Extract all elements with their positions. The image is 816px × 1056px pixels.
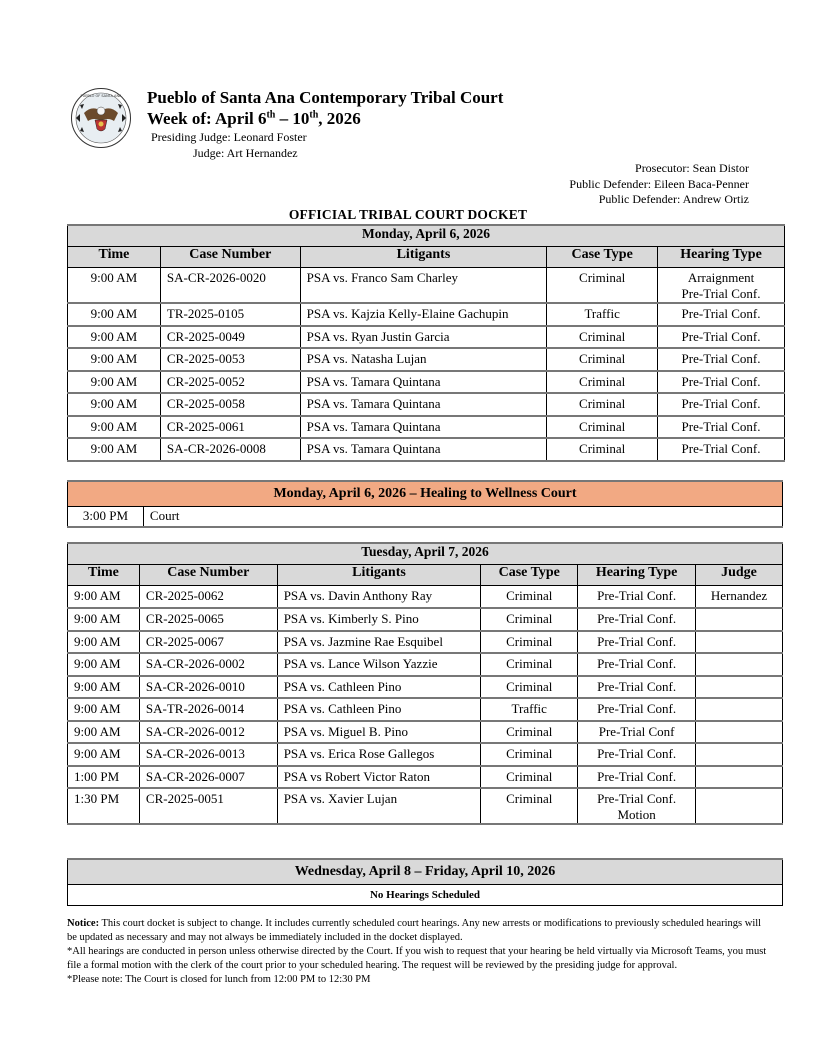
case-type: Criminal xyxy=(547,268,658,304)
case-number: SA-CR-2026-0012 xyxy=(139,721,277,744)
time: 3:00 PM xyxy=(68,507,144,528)
table-row xyxy=(68,721,783,744)
healing-wellness-header: Monday, April 6, 2026 – Healing to Wellness Court xyxy=(68,481,783,507)
table-row xyxy=(68,507,783,528)
hearing-type: Pre-Trial Conf. Motion xyxy=(578,788,696,824)
case-number: CR-2025-0065 xyxy=(139,608,277,631)
day-header: Tuesday, April 7, 2026 xyxy=(68,543,783,565)
litigants: PSA vs. Kajzia Kelly-Elaine Gachupin xyxy=(300,303,547,326)
time: 9:00 AM xyxy=(68,743,140,766)
table-row xyxy=(68,438,785,461)
pueblo-seal-icon xyxy=(70,87,132,149)
time: 9:00 AM xyxy=(68,698,140,721)
case-type: Criminal xyxy=(481,766,578,789)
day-header: Monday, April 6, 2026 xyxy=(68,225,785,247)
case-number: SA-TR-2026-0014 xyxy=(139,698,277,721)
litigants: PSA vs. Kimberly S. Pino xyxy=(277,608,481,631)
case-number: CR-2025-0067 xyxy=(139,631,277,654)
case-type: Criminal xyxy=(547,371,658,394)
column-header: Time xyxy=(68,565,140,586)
table-row xyxy=(68,766,783,789)
litigants: PSA vs. Franco Sam Charley xyxy=(300,268,547,304)
table-row xyxy=(68,326,785,349)
judge xyxy=(696,743,783,766)
time: 1:00 PM xyxy=(68,766,140,789)
litigants: PSA vs. Cathleen Pino xyxy=(277,698,481,721)
hearing-type: Pre-Trial Conf. xyxy=(578,766,696,789)
time: 9:00 AM xyxy=(68,393,161,416)
time: 9:00 AM xyxy=(68,721,140,744)
hearing-type: Pre-Trial Conf. xyxy=(578,608,696,631)
time: 9:00 AM xyxy=(68,586,140,609)
table-row xyxy=(68,676,783,699)
svg-text:PUEBLO OF SANTA ANA: PUEBLO OF SANTA ANA xyxy=(80,94,122,98)
judge xyxy=(696,698,783,721)
judge xyxy=(696,653,783,676)
table-row xyxy=(68,268,785,304)
case-type: Criminal xyxy=(547,348,658,371)
case-type: Criminal xyxy=(547,326,658,349)
notice-label: Notice: xyxy=(67,918,100,929)
litigants: PSA vs Robert Victor Raton xyxy=(277,766,481,789)
court-staff xyxy=(569,161,749,208)
hearing-type: Pre-Trial Conf. xyxy=(658,348,785,371)
column-header: Litigants xyxy=(300,247,547,268)
hearing-type: Pre-Trial Conf. xyxy=(578,676,696,699)
tuesday-docket-table xyxy=(67,542,783,825)
litigants: PSA vs. Miguel B. Pino xyxy=(277,721,481,744)
table-row xyxy=(68,303,785,326)
case-type: Criminal xyxy=(547,438,658,461)
column-header: Hearing Type xyxy=(658,247,785,268)
monday-docket-table xyxy=(67,224,785,462)
virtual-hearing-note: *All hearings are conducted in person unless otherwise directed by the Court. If you wish to request that your hearing be held virtually via Microsoft Teams, you must file a formal motion with the clerk of the court prior to your scheduled hearing. The request will be reviewed by the presiding judge for approval. xyxy=(67,946,767,971)
time: 9:00 AM xyxy=(68,348,161,371)
table-row xyxy=(68,631,783,654)
table-row xyxy=(68,393,785,416)
case-number: SA-CR-2026-0020 xyxy=(160,268,300,304)
litigants: PSA vs. Lance Wilson Yazzie xyxy=(277,653,481,676)
hearing-type: Pre-Trial Conf xyxy=(578,721,696,744)
case-number: SA-CR-2026-0010 xyxy=(139,676,277,699)
case-number: SA-CR-2026-0008 xyxy=(160,438,300,461)
table-row xyxy=(68,788,783,824)
case-type: Criminal xyxy=(481,608,578,631)
description: Court xyxy=(143,507,782,528)
table-row xyxy=(68,586,783,609)
time: 9:00 AM xyxy=(68,608,140,631)
case-type: Criminal xyxy=(481,676,578,699)
healing-wellness-table xyxy=(67,480,783,528)
table-row xyxy=(68,743,783,766)
time: 1:30 PM xyxy=(68,788,140,824)
docket-title: OFFICIAL TRIBAL COURT DOCKET xyxy=(288,207,528,222)
case-number: CR-2025-0058 xyxy=(160,393,300,416)
hearing-type: Pre-Trial Conf. xyxy=(658,393,785,416)
hearing-type: Pre-Trial Conf. xyxy=(578,631,696,654)
week-of: Week of: April 6th – 10th, 2026 xyxy=(147,109,361,128)
case-type: Criminal xyxy=(481,743,578,766)
hearing-type: Pre-Trial Conf. xyxy=(658,303,785,326)
day-header: Wednesday, April 8 – Friday, April 10, 2026 xyxy=(68,859,783,885)
prosecutor: Prosecutor: Sean Distor xyxy=(635,161,749,175)
hearing-type: Pre-Trial Conf. xyxy=(578,698,696,721)
column-header: Litigants xyxy=(277,565,481,586)
litigants: PSA vs. Ryan Justin Garcia xyxy=(300,326,547,349)
litigants: PSA vs. Erica Rose Gallegos xyxy=(277,743,481,766)
column-header: Judge xyxy=(696,565,783,586)
hearing-type: Arraignment Pre-Trial Conf. xyxy=(658,268,785,304)
case-number: CR-2025-0052 xyxy=(160,371,300,394)
time: 9:00 AM xyxy=(68,371,161,394)
time: 9:00 AM xyxy=(68,416,161,439)
hearing-type: Pre-Trial Conf. xyxy=(658,326,785,349)
case-type: Criminal xyxy=(547,416,658,439)
time: 9:00 AM xyxy=(68,326,161,349)
wed-fri-table xyxy=(67,858,783,906)
judge xyxy=(696,608,783,631)
case-number: SA-CR-2026-0007 xyxy=(139,766,277,789)
time: 9:00 AM xyxy=(68,303,161,326)
table-row xyxy=(68,608,783,631)
public-defender: Public Defender: Eileen Baca-Penner xyxy=(569,176,749,191)
column-header: Case Number xyxy=(139,565,277,586)
case-number: CR-2025-0061 xyxy=(160,416,300,439)
litigants: PSA vs. Davin Anthony Ray xyxy=(277,586,481,609)
judge: Judge: Art Hernandez xyxy=(193,146,298,160)
no-hearings-message: No Hearings Scheduled xyxy=(68,885,783,906)
case-type: Traffic xyxy=(481,698,578,721)
case-type: Criminal xyxy=(481,788,578,824)
time: 9:00 AM xyxy=(68,438,161,461)
table-row xyxy=(68,698,783,721)
litigants: PSA vs. Natasha Lujan xyxy=(300,348,547,371)
public-defender: Public Defender: Andrew Ortiz xyxy=(598,192,749,206)
litigants: PSA vs. Tamara Quintana xyxy=(300,438,547,461)
case-type: Criminal xyxy=(481,721,578,744)
case-number: CR-2025-0049 xyxy=(160,326,300,349)
hearing-type: Pre-Trial Conf. xyxy=(578,586,696,609)
case-number: SA-CR-2026-0013 xyxy=(139,743,277,766)
table-row xyxy=(68,416,785,439)
case-number: SA-CR-2026-0002 xyxy=(139,653,277,676)
column-header: Case Type xyxy=(547,247,658,268)
column-header: Hearing Type xyxy=(578,565,696,586)
notice: Notice: This court docket is subject to change. It includes currently scheduled court hearings. Any new arrests or modifications to previously scheduled hearings will be updated as necessary and may not always be immediately included in the docket displayed. *All hearings are conducted in person unless otherwise directed by the Court. If you wish to request that your hearing be held virtually via Microsoft Teams, you must file a formal motion with the clerk of the court prior to your scheduled hearing. The request will be reviewed by the presiding judge for approval. *Please note: The Court is closed for lunch from 12:00 PM to 12:30 PM xyxy=(67,918,767,985)
judge xyxy=(696,676,783,699)
table-row xyxy=(68,371,785,394)
case-type: Criminal xyxy=(481,586,578,609)
hearing-type: Pre-Trial Conf. xyxy=(658,416,785,439)
litigants: PSA vs. Xavier Lujan xyxy=(277,788,481,824)
case-number: CR-2025-0062 xyxy=(139,586,277,609)
case-number: CR-2025-0051 xyxy=(139,788,277,824)
litigants: PSA vs. Jazmine Rae Esquibel xyxy=(277,631,481,654)
judge xyxy=(696,631,783,654)
litigants: PSA vs. Tamara Quintana xyxy=(300,371,547,394)
case-number: CR-2025-0053 xyxy=(160,348,300,371)
hearing-type: Pre-Trial Conf. xyxy=(658,438,785,461)
time: 9:00 AM xyxy=(68,268,161,304)
case-number: TR-2025-0105 xyxy=(160,303,300,326)
time: 9:00 AM xyxy=(68,631,140,654)
presiding-judge: Presiding Judge: Leonard Foster xyxy=(151,130,307,144)
time: 9:00 AM xyxy=(68,676,140,699)
hearing-type: Pre-Trial Conf. xyxy=(578,653,696,676)
litigants: PSA vs. Tamara Quintana xyxy=(300,393,547,416)
case-type: Criminal xyxy=(481,653,578,676)
time: 9:00 AM xyxy=(68,653,140,676)
lunch-note: *Please note: The Court is closed for lunch from 12:00 PM to 12:30 PM xyxy=(67,974,371,985)
litigants: PSA vs. Tamara Quintana xyxy=(300,416,547,439)
judge xyxy=(696,766,783,789)
column-header: Case Number xyxy=(160,247,300,268)
case-type: Criminal xyxy=(481,631,578,654)
case-type: Traffic xyxy=(547,303,658,326)
litigants: PSA vs. Cathleen Pino xyxy=(277,676,481,699)
hearing-type: Pre-Trial Conf. xyxy=(658,371,785,394)
case-type: Criminal xyxy=(547,393,658,416)
table-row xyxy=(68,653,783,676)
judge xyxy=(696,721,783,744)
table-row xyxy=(68,348,785,371)
column-header: Time xyxy=(68,247,161,268)
judge xyxy=(696,788,783,824)
hearing-type: Pre-Trial Conf. xyxy=(578,743,696,766)
column-header: Case Type xyxy=(481,565,578,586)
court-title: Pueblo of Santa Ana Contemporary Tribal Court xyxy=(147,88,504,107)
judge: Hernandez xyxy=(696,586,783,609)
